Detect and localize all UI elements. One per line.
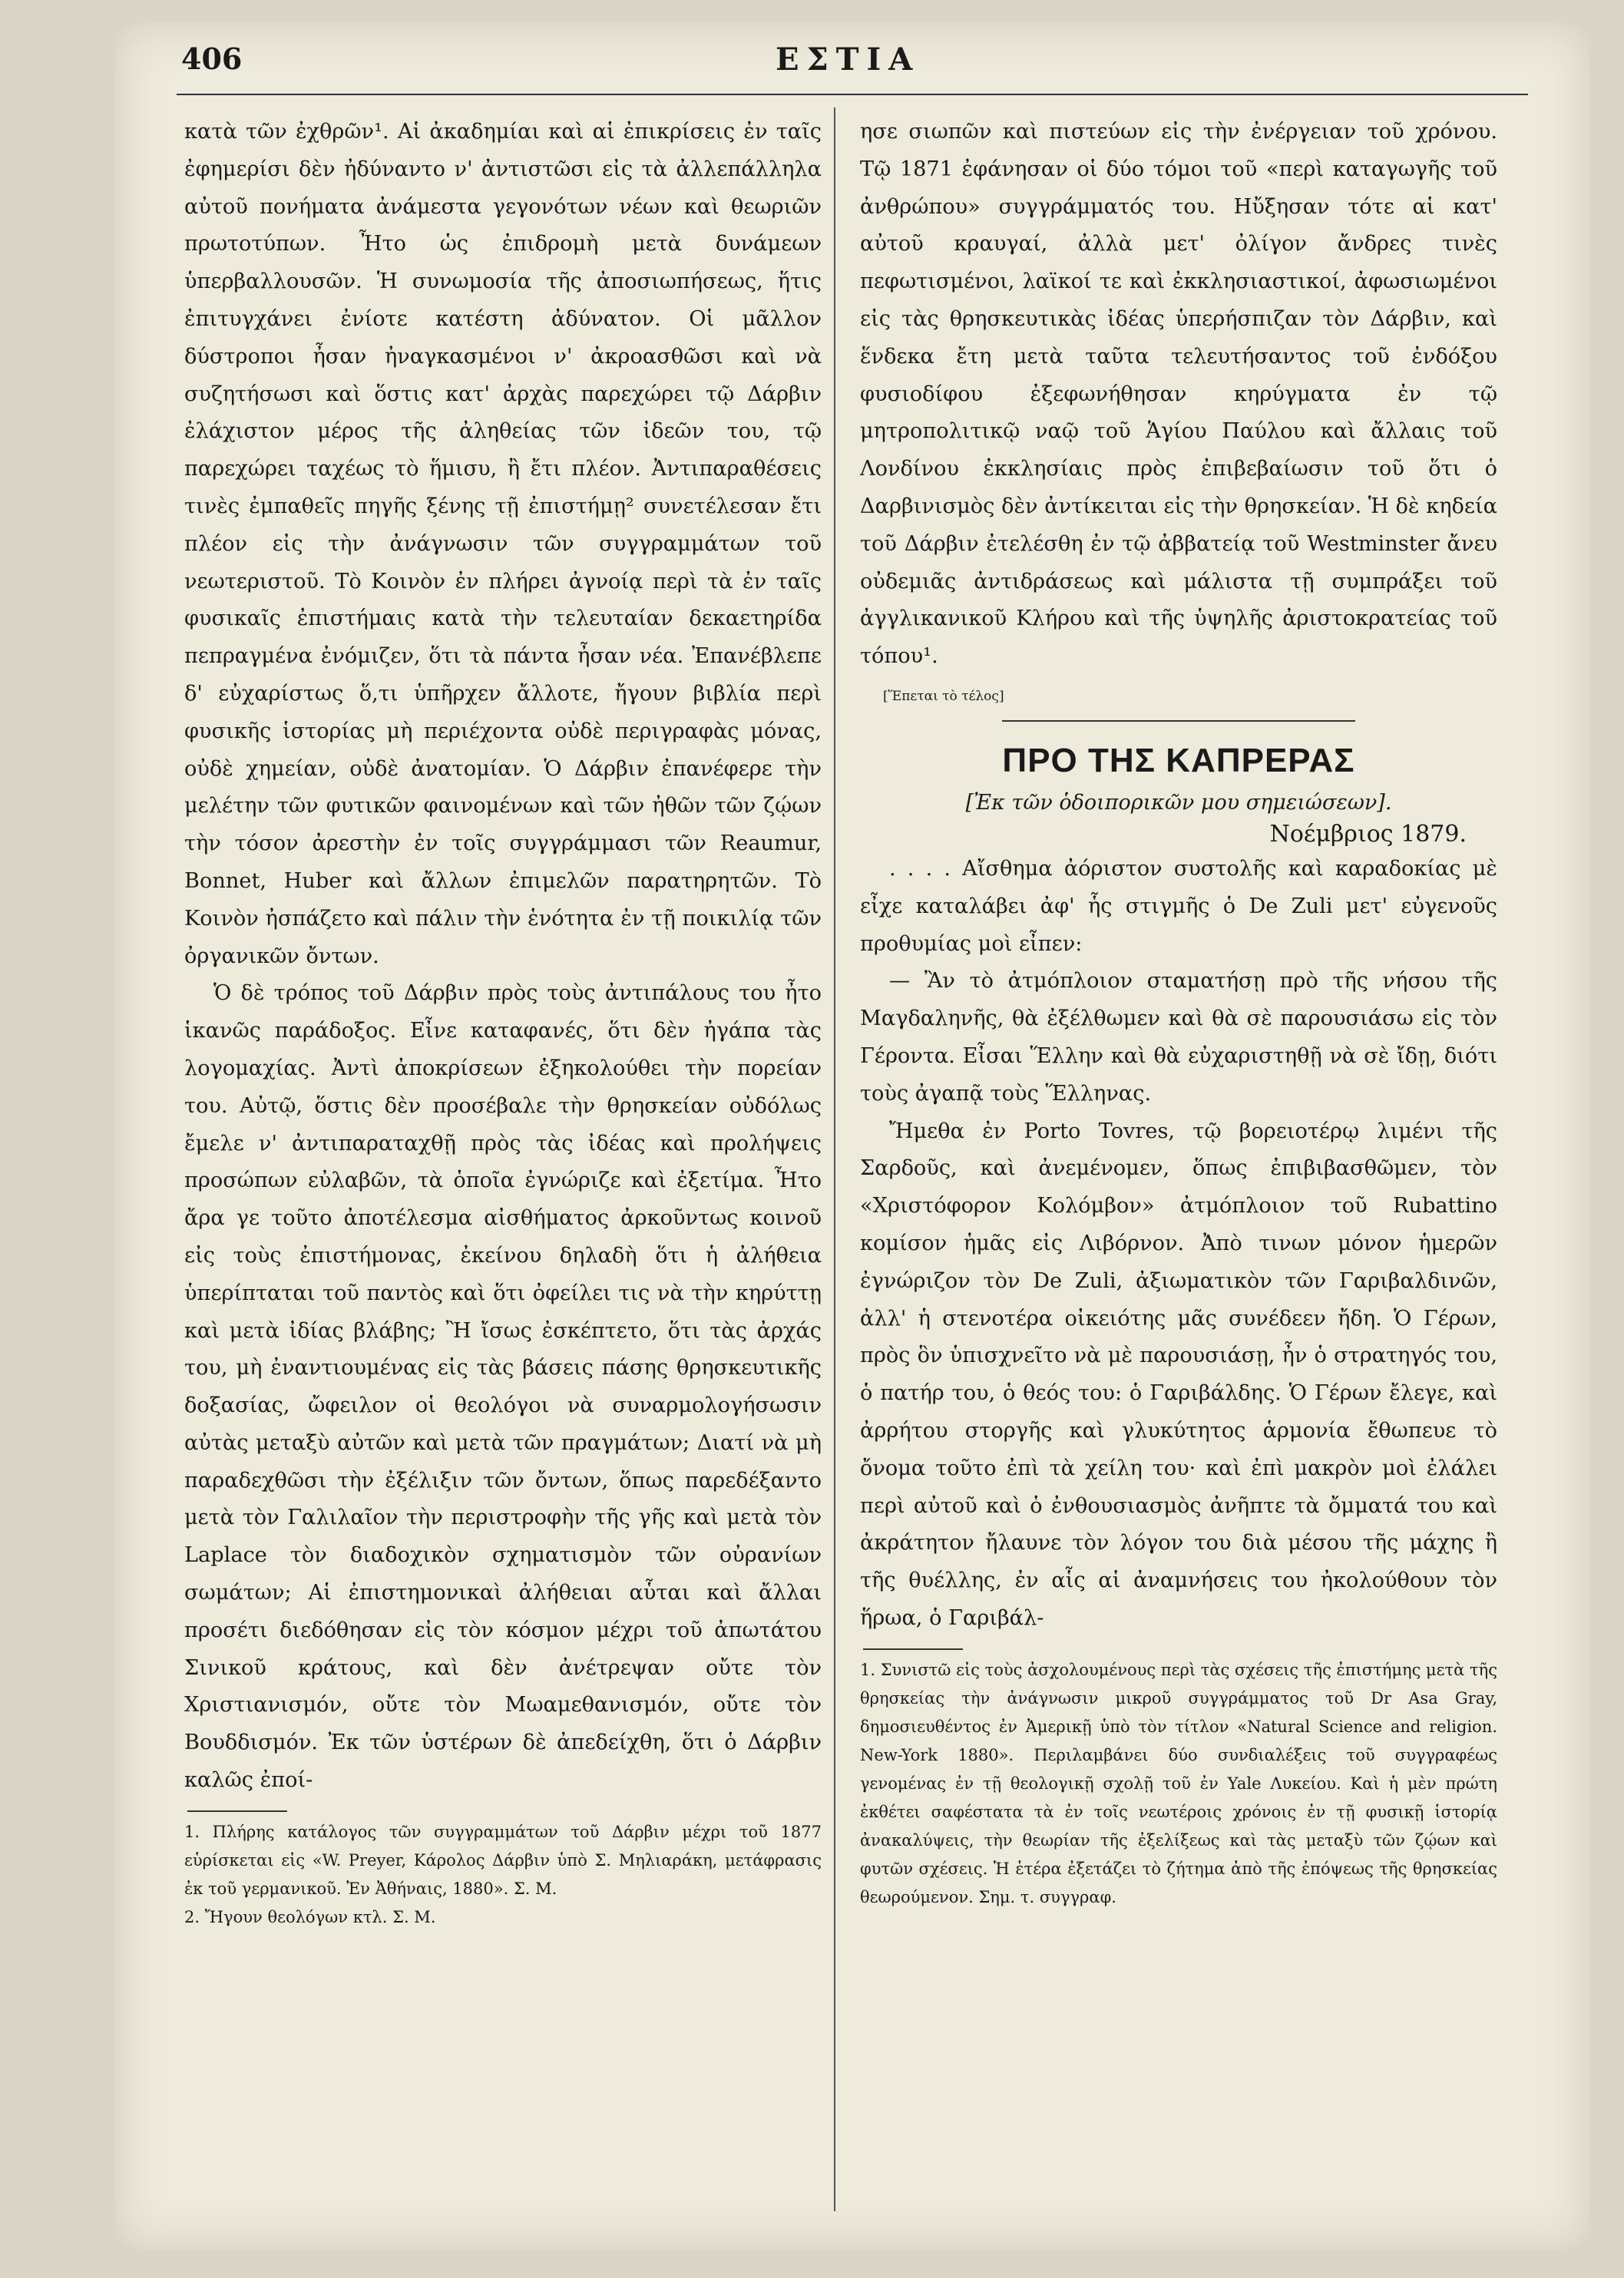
paragraph: Ὁ δὲ τρόπος τοῦ Δάρβιν πρὸς τοὺς ἀντιπάλους του ἦτο ἱκανῶς παράδοξος. Εἶνε καταφανές, ὅτι δὲν ἠγάπα τὰς λογομαχίας. Ἀντὶ ἀποκρίσεων ἐξηκολούθει τὴν πορείαν του. Αὐτῷ, ὅστις δὲν προσέβαλε τὴν θρησκείαν οὐδόλως ἔμελε ν' ἀντιπαραταχθῇ πρὸς τὰς ἰδέας καὶ προλήψεις προσώπων εὐλαβῶν, τὰ ὁποῖα ἐγνώριζε καὶ ἐξετίμα. Ἦτο ἄρα γε τοῦτο ἀποτέλεσμα αἰσθήματος ἀρκοῦντως κοινοῦ εἰς τοὺς ἐπιστήμονας, ἐκείνου δηλαδὴ ὅτι ἡ ἀλήθεια ὑπερίπταται τοῦ παντὸς καὶ ὅτι ὀφείλει τις νὰ τὴν κηρύττῃ καὶ μετὰ ἰδίας βλάβης; Ἢ ἴσως ἐσκέπτετο, ὅτι τὰς ἀρχάς του, μὴ ἐναντιουμένας εἰς τὰς βάσεις πάσης θρησκευτικῆς δοξασίας, ὤφειλον οἱ θεολόγοι νὰ συναρμολογήσωσιν αὐτὰς μεταξὺ αὐτῶν καὶ μετὰ τῶν πραγμάτων; Διατί νὰ μὴ παραδεχθῶσι τὴν ἐξέλιξιν τῶν ὄντων, ὅπως παρεδέξαντο μετὰ τὸν Γαλιλαῖον τὴν περιστροφὴν τῆς γῆς καὶ μετὰ τὸν Laplace τὸν διαδοχικὸν σχηματισμὸν τῶν οὐρανίων σωμάτων; Αἱ ἐπιστημονικαὶ ἀλήθειαι αὗται καὶ ἄλλαι προσέτι διεδόθησαν εἰς τὸν κόσμον μέχρι τοῦ ἀπωτάτου Σινικοῦ κράτους, καὶ δὲν ἀνέτρεψαν οὔτε τὸν Χριστιανισμόν, οὔτε τὸν Μωαμεθανισμόν, οὔτε τὸν Βουδδισμόν. Ἐκ τῶν ὑστέρων δὲ ἀπεδείχθη, ὅτι ὁ Δάρβιν καλῶς ἐποί- [184,981,822,1793]
paragraph: . . . . Αἴσθημα ἀόριστον συστολῆς καὶ καραδοκίας μὲ εἶχε καταλάβει ἀφ' ἧς στιγμῆς ὁ De Zuli μετ' εὐγενοῦς προθυμίας μοὶ εἶπεν: [860,856,1497,956]
article-title: ΠΡΟ ΤΗΣ ΚΑΠΡΕΡΑΣ [1002,741,1355,779]
article-subtitle: [Ἐκ τῶν ὁδοιπορικῶν μου σημειώσεων]. [965,790,1392,815]
running-title: ΕΣΤΙΑ [776,41,921,78]
right-column [860,114,1497,1912]
continuation-note: [Ἕπεται τὸ τέλος] [883,688,1004,704]
footnote-rule [863,1648,963,1650]
paragraph: κατὰ τῶν ἐχθρῶν¹. Αἱ ἀκαδημίαι καὶ αἱ ἐπικρίσεις ἐν ταῖς ἐφημερίσι δὲν ἠδύναντο ν' ἀντιστῶσι εἰς τὰ ἀλλεπάλληλα αὐτοῦ πονήματα ἀνάμεστα γεγονότων νέων καὶ θεωριῶν πρωτοτύπων. Ἦτο ὡς ἐπιδρομὴ μετὰ δυνάμεων ὑπερβαλλουσῶν. Ἡ συνωμοσία τῆς ἀποσιωπήσεως, ἥτις ἐπιτυγχάνει ἐνίοτε κατέστη ἀδύνατον. Οἱ μᾶλλον δύστροποι ἦσαν ἠναγκασμένοι ν' ἀκροασθῶσι καὶ νὰ συζητήσωσι καὶ ὅστις κατ' ἀρχὰς παρεχώρει τῷ Δάρβιν ἐλάχιστον μέρος τῆς ἀληθείας τῶν ἰδεῶν του, τῷ παρεχώρει ταχέως τὸ ἥμισυ, ἢ ἔτι πλέον. Ἀντιπαραθέσεις τινὲς ἐμπαθεῖς πηγῆς ξένης τῇ ἐπιστήμῃ² συνετέλεσαν ἔτι πλέον εἰς τὴν ἀνάγνωσιν τῶν συγγραμμάτων τοῦ νεωτεριστοῦ. Τὸ Κοινὸν ἐν πλήρει ἀγνοίᾳ περὶ τὰ ἐν ταῖς φυσικαῖς ἐπιστήμαις κατὰ τὴν τελευταίαν δεκαετηρίδα πεπραγμένα ἐνόμιζεν, ὅτι τὰ πάντα ἦσαν νέα. Ἐπανέβλεπε δ' εὐχαρίστως ὅ,τι ὑπῆρχεν ἄλλοτε, ἤγουν βιβλία περὶ φυσικῆς ἱστορίας μὴ περιέχοντα οὐδὲ περιγραφὰς μόνας, οὐδὲ χημείαν, οὐδὲ ἀνατομίαν. Ὁ Δάρβιν ἐπανέφερε τὴν μελέτην τῶν φυτικῶν φαινομένων καὶ τῶν ἠθῶν τῶν ζῴων τὴν τόσον ἀρεστὴν ἐν τοῖς συγγράμμασι τῶν Reaumur, Bonnet, Huber καὶ ἄλλων ἐπιμελῶν παρατηρητῶν. Τὸ Κοινὸν ἠσπάζετο καὶ πάλιν τὴν ἑνότητα ἐν τῇ ποικιλίᾳ τῶν ὀργανικῶν ὄντων. [184,120,822,968]
page-number: 406 [181,41,243,76]
section-rule [1002,720,1355,722]
footnote-rule [187,1810,287,1812]
book-page [115,23,1589,2250]
footnote: 2. Ἤγουν θεολόγων κτλ. Σ. Μ. [184,1907,436,1926]
footnote: 1. Συνιστῶ εἰς τοὺς ἀσχολουμένους περὶ τὰς σχέσεις τῆς ἐπιστήμης μετὰ τῆς θρησκείας τὴν ἀνάγνωσιν μικροῦ συγγράμματος τοῦ Dr Asa Gray, δημοσιευθέντος ἐν Ἀμερικῇ ὑπὸ τὸν τίτλον «Natural Science and religion. New-York 1880». Περιλαμβάνει δύο συνδιαλέξεις τοῦ συγγραφέως γενομένας ἐν τῇ θεολογικῇ σχολῇ τοῦ ἐν Yale Λυκείου. Καὶ ἡ μὲν πρώτη ἐκθέτει σαφέστατα τὰ ἐν τοῖς νεωτέροις χρόνοις ἐν τῇ φυσικῇ ἱστορίᾳ ἀνακαλύψεις, τὴν θεωρίαν τῆς ἐξελίξεως καὶ τὰς μεταξὺ τῶν ζῴων καὶ φυτῶν σχέσεις. Ἡ ἑτέρα ἐξετάζει τὸ ζήτημα ἀπὸ τῆς ἐπόψεως τῆς θρησκείας θεωρούμενον. Σημ. τ. συγγραφ. [860,1660,1497,1906]
left-column [184,114,822,1932]
paragraph: — Ἂν τὸ ἀτμόπλοιον σταματήσῃ πρὸ τῆς νήσου τῆς Μαγδαληνῆς, θὰ ἐξέλθωμεν καὶ θὰ σὲ παρουσιάσω εἰς τὸν Γέροντα. Εἶσαι Ἕλλην καὶ θὰ εὐχαριστηθῇ νὰ σὲ ἴδῃ, διότι τοὺς ἀγαπᾷ τοὺς Ἕλληνας. [860,969,1497,1106]
footnote: 1. Πλήρης κατάλογος τῶν συγγραμμάτων τοῦ Δάρβιν μέχρι τοῦ 1877 εὑρίσκεται εἰς «W. Preyer, Κάρολος Δάρβιν ὑπὸ Σ. Μηλιαράκη, μετάφρασις ἐκ τοῦ γερμανικοῦ. Ἐν Ἀθήναις, 1880». Σ. Μ. [184,1822,822,1898]
article-date: Νοέμβριος 1879. [1269,820,1467,848]
column-divider [834,107,835,2211]
paragraph: Ἤμεθα ἐν Porto Tovres, τῷ βορειοτέρῳ λιμένι τῆς Σαρδοῦς, καὶ ἀνεμένομεν, ὅπως ἐπιβιβασθῶμεν, τὸν «Χριστόφορον Κολόμβον» ἀτμόπλοιον τοῦ Rubattino κομίσον ἡμᾶς εἰς Λιβόρνον. Ἀπὸ τινων μόνον ἡμερῶν ἐγνώριζον τὸν De Zuli, ἀξιωματικὸν τῶν Γαριβαλδινῶν, ἀλλ' ἡ στενοτέρα οἰκειότης μᾶς συνέδεεν ἤδη. Ὁ Γέρων, πρὸς ὃν ὑπισχνεῖτο νὰ μὲ παρουσιάσῃ, ἦν ὁ στρατηγός του, ὁ πατήρ του, ὁ θεός του: ὁ Γαριβάλδης. Ὁ Γέρων ἔλεγε, καὶ ἀρρήτου στοργῆς καὶ γλυκύτητος ἁρμονία ἔθωπευε τὸ ὄνομα τοῦτο ἐπὶ τὰ χείλη του· καὶ ἐπὶ μακρὸν μοὶ ἐλάλει περὶ αὐτοῦ καὶ ὁ ἐνθουσιασμὸς ἀνῆπτε τὰ ὄμματά του καὶ ἀκράτητον ἤλαυνε τὸν λόγον του διὰ μέσου τῆς μάχης ἢ τῆς θυέλλης, ἐν αἷς αἱ ἀναμνήσεις του ἠκολούθουν τὸν ἥρωα, ὁ Γαριβάλ- [860,1119,1497,1630]
paragraph: ησε σιωπῶν καὶ πιστεύων εἰς τὴν ἐνέργειαν τοῦ χρόνου. Τῷ 1871 ἐφάνησαν οἱ δύο τόμοι τοῦ «περὶ καταγωγῆς τοῦ ἀνθρώπου» συγγράμματός του. Ηὔξησαν τότε αἱ κατ' αὐτοῦ κραυγαί, ἀλλὰ μετ' ὀλίγον ἄνδρες τινὲς πεφωτισμένοι, λαϊκοί τε καὶ ἐκκλησιαστικοί, ἀφωσιωμένοι εἰς τὰς θρησκευτικὰς ἰδέας ὑπερήσπιζαν τὸν Δάρβιν, καὶ ἕνδεκα ἔτη μετὰ ταῦτα τελευτήσαντος τοῦ ἐνδόξου φυσιοδίφου ἐξεφωνήθησαν κηρύγματα ἐν τῷ μητροπολιτικῷ ναῷ τοῦ Ἁγίου Παύλου καὶ ἄλλαις τοῦ Λονδίνου ἐκκλησίαις πρὸς ἐπιβεβαίωσιν τοῦ ὅτι ὁ Δαρβινισμὸς δὲν ἀντίκειται εἰς τὴν θρησκείαν. Ἡ δὲ κηδεία τοῦ Δάρβιν ἐτελέσθη ἐν τῷ ἀββατείᾳ τοῦ Westminster ἄνευ οὐδεμιᾶς ἀντιδράσεως καὶ μάλιστα τῇ συμπράξει τοῦ ἀγγλικανικοῦ Κλήρου καὶ τῆς ὑψηλῆς ἀριστοκρατείας τοῦ τόπου¹. [860,120,1497,669]
header-rule [177,94,1528,95]
